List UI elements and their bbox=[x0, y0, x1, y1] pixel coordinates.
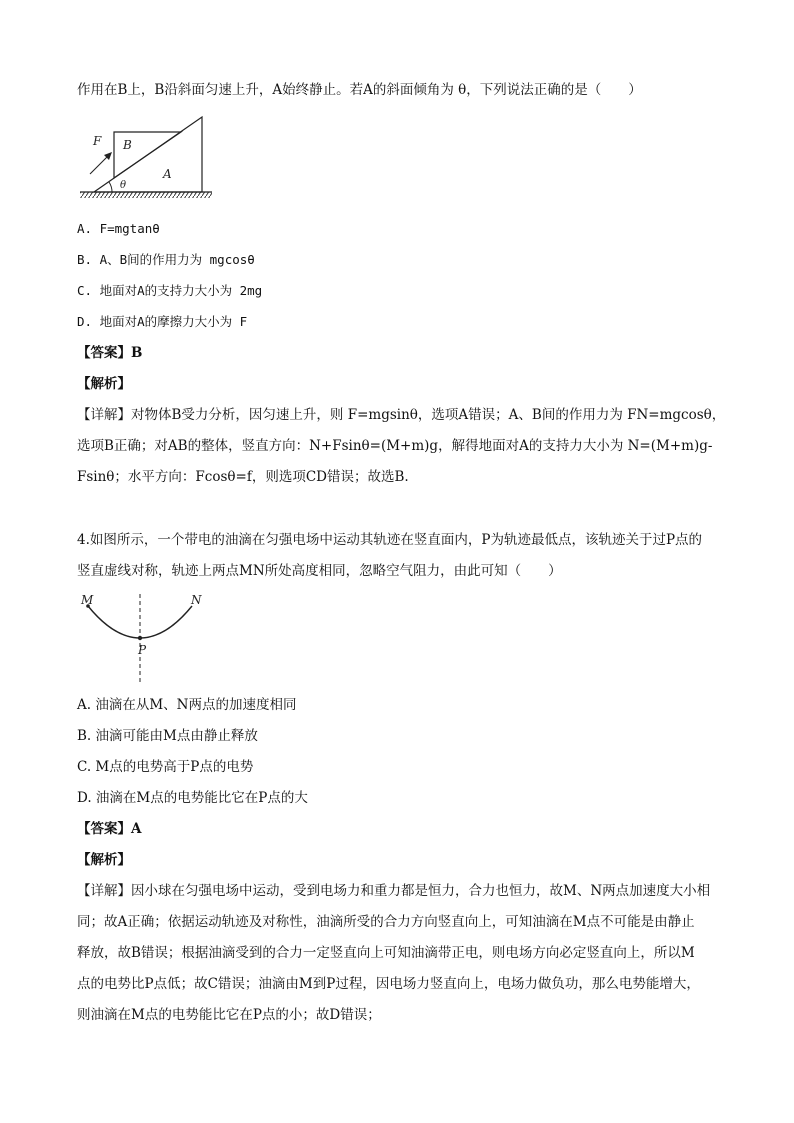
angle-arc bbox=[109, 182, 112, 192]
q4-detail-line: 点的电势比P点低；故C错误；油滴由M到P过程，因电场力竖直向上，电场力做负功，那么电势能增大， bbox=[77, 976, 700, 992]
label-f: F bbox=[93, 134, 102, 148]
label-b: B bbox=[123, 138, 132, 152]
q4-option-d: D. 油滴在M点的电势能比它在P点的大 bbox=[77, 790, 308, 806]
q4-option-a: A. 油滴在从M、N两点的加速度相同 bbox=[77, 697, 297, 713]
label-m: M bbox=[81, 593, 94, 607]
q4-trajectory-figure bbox=[78, 592, 218, 684]
q3-stem: 作用在B上，B沿斜面匀速上升，A始终静止。若A的斜面倾角为 θ，下列说法正确的是（ ） bbox=[77, 82, 642, 98]
q4-detail-line: 释放，故B错误；根据油滴受到的合力一定竖直向上可知油滴带正电，则电场方向必定竖直向上，所以M bbox=[77, 945, 695, 961]
q3-option-a: A. F=mgtanθ bbox=[77, 221, 160, 236]
label-n: N bbox=[191, 593, 202, 607]
q3-option-c: C. 地面对A的支持力大小为 2mg bbox=[77, 283, 263, 298]
q4-detail-line: 【详解】因小球在匀强电场中运动，受到电场力和重力都是恒力，合力也恒力，故M、N两点加速度大小相 bbox=[77, 883, 711, 899]
label-a: A bbox=[163, 167, 172, 181]
q4-option-c: C. M点的电势高于P点的电势 bbox=[77, 759, 254, 775]
ground-hatch bbox=[80, 192, 212, 198]
q3-option-b: B. A、B间的作用力为 mgcosθ bbox=[77, 252, 255, 267]
q4-option-b: B. 油滴可能由M点由静止释放 bbox=[77, 728, 258, 744]
label-theta: θ bbox=[120, 180, 127, 191]
q3-incline-figure bbox=[78, 112, 218, 204]
q4-stem-line: 竖直虚线对称，轨迹上两点MN所处高度相同，忽略空气阻力，由此可知（ ） bbox=[77, 563, 562, 579]
q3-answer: 【答案】B bbox=[77, 345, 143, 361]
q3-detail-line: 选项B正确；对AB的整体，竖直方向：N+Fsinθ=(M+m)g，解得地面对A的支持力大小为 N=(M+m)g- bbox=[77, 438, 713, 454]
point-p-dot bbox=[138, 636, 142, 640]
q4-answer: 【答案】A bbox=[77, 821, 142, 837]
q4-stem-line: 4.如图所示，一个带电的油滴在匀强电场中运动其轨迹在竖直面内，P为轨迹最低点，该轨迹关于过P点的 bbox=[77, 532, 703, 548]
q3-analysis-title: 【解析】 bbox=[77, 376, 131, 392]
q4-detail-line: 同；故A正确；依据运动轨迹及对称性，油滴所受的合力方向竖直向上，可知油滴在M点不可能是由静止 bbox=[77, 914, 695, 930]
q3-detail-line: 【详解】对物体B受力分析，因匀速上升，则 F=mgsinθ，选项A错误；A、B间的作用力为 FN=mgcosθ， bbox=[77, 407, 726, 423]
q4-analysis-title: 【解析】 bbox=[77, 852, 131, 868]
label-p: P bbox=[138, 643, 147, 657]
q4-detail-line: 则油滴在M点的电势能比它在P点的小；故D错误； bbox=[77, 1007, 381, 1023]
q3-option-d: D. 地面对A的摩擦力大小为 F bbox=[77, 314, 248, 329]
q3-detail-line: Fsinθ；水平方向：Fcosθ=f，则选项CD错误；故选B. bbox=[77, 469, 409, 485]
